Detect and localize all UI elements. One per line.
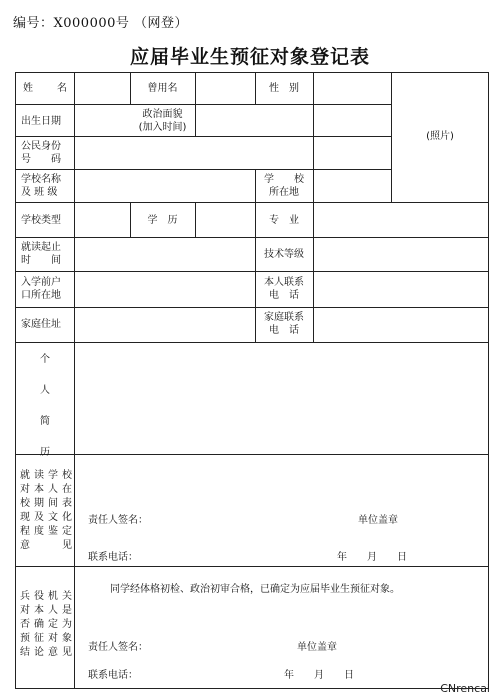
- row-line: [15, 104, 391, 105]
- row-line: [15, 202, 489, 203]
- label-id-number: [21, 140, 69, 166]
- label-military-opinion: [20, 590, 72, 660]
- row-line: [15, 237, 489, 238]
- label-gender: 性 别: [269, 83, 299, 94]
- school-opinion-line: 就读学校: [20, 470, 72, 481]
- document-number: 编号：X000000号 （网登）: [13, 16, 189, 31]
- school-opinion-line: 现及文化: [20, 512, 72, 523]
- military-opinion-line: 对本人是: [20, 605, 72, 616]
- school-contact-phone: 联系电话：: [88, 552, 138, 563]
- row-line: [15, 566, 489, 567]
- watermark: CNrencai: [440, 682, 490, 695]
- id-number-line1: 公民身份: [21, 141, 61, 152]
- hukou-line1: 入学前户: [21, 277, 61, 288]
- col-line: [313, 72, 314, 342]
- row-line: [15, 136, 391, 137]
- military-date: 年 月 日: [284, 670, 354, 681]
- military-unit-seal: 单位盖章: [297, 642, 337, 653]
- label-former-name: 曾用名: [147, 83, 178, 94]
- label-contact-phone: [255, 276, 313, 302]
- military-opinion-line: 结论意见: [20, 647, 72, 658]
- id-number-line2: 号 码: [21, 154, 61, 165]
- label-school-class: [21, 173, 69, 199]
- school-location-line1: 学 校: [264, 174, 304, 185]
- school-location-line2: 所在地: [269, 187, 299, 198]
- label-political-status: [130, 108, 195, 134]
- political-status-line1: 政治面貌: [142, 109, 183, 120]
- form-border: [15, 72, 489, 689]
- school-class-line2: 及 班 级: [21, 187, 58, 198]
- row-line: [15, 169, 391, 170]
- hukou-line2: 口所在地: [21, 290, 61, 301]
- political-status-line2: (加入时间): [138, 122, 187, 133]
- resume-char: 个: [40, 354, 50, 365]
- registration-form: [15, 72, 489, 689]
- school-opinion-line: 对本人在: [20, 484, 72, 495]
- form-title: 应届毕业生预征对象登记表: [129, 46, 370, 68]
- school-opinion-line: 程度鉴定: [20, 526, 72, 537]
- resume-char: 人: [40, 385, 50, 396]
- label-education: 学 历: [147, 215, 178, 226]
- label-school-type: 学校类型: [21, 215, 61, 226]
- row-line: [15, 271, 489, 272]
- label-skill-level: 技术等级: [264, 249, 304, 260]
- contact-line2: 电 话: [269, 290, 299, 301]
- military-contact-phone: 联系电话：: [88, 670, 138, 681]
- row-line: [15, 307, 489, 308]
- school-unit-seal: 单位盖章: [358, 515, 398, 526]
- label-school-location: [255, 173, 313, 199]
- label-major: 专 业: [269, 215, 299, 226]
- col-line: [195, 72, 196, 136]
- military-opinion-line: 兵役机关: [20, 591, 72, 602]
- photo-placeholder: (照片): [426, 131, 454, 142]
- resume-char: 简: [40, 416, 50, 427]
- row-line: [15, 342, 489, 343]
- label-home-phone: [255, 311, 313, 337]
- school-responsible-sign: 责任人签名：: [88, 515, 148, 526]
- label-home-address: 家庭住址: [21, 319, 61, 330]
- school-date: 年 月 日: [337, 552, 407, 563]
- label-study-period: [21, 241, 69, 267]
- study-period-line1: 就读起止: [21, 242, 61, 253]
- school-opinion-line: 校期间表: [20, 498, 72, 509]
- study-period-line2: 时 间: [21, 255, 61, 266]
- military-opinion-line: 预征对象: [20, 633, 72, 644]
- label-hukou: [21, 276, 69, 302]
- col-line: [195, 202, 196, 237]
- home-phone-line2: 电 话: [269, 325, 299, 336]
- resume-char: 历: [40, 447, 50, 458]
- row-line: [15, 454, 489, 455]
- col-line: [74, 72, 75, 689]
- home-phone-line1: 家庭联系: [264, 312, 304, 323]
- contact-line1: 本人联系: [264, 277, 304, 288]
- label-school-opinion: [20, 469, 72, 553]
- label-name: 姓 名: [23, 83, 67, 94]
- label-resume: [35, 350, 55, 474]
- school-opinion-line: 意 见: [20, 540, 72, 551]
- military-statement: 同学经体格初检、政治初审合格，已确定为应届毕业生预征对象。: [110, 584, 400, 595]
- military-opinion-line: 否确定为: [20, 619, 72, 630]
- military-responsible-sign: 责任人签名：: [88, 642, 148, 653]
- school-class-line1: 学校名称: [21, 174, 61, 185]
- label-birth-date: 出生日期: [21, 116, 61, 127]
